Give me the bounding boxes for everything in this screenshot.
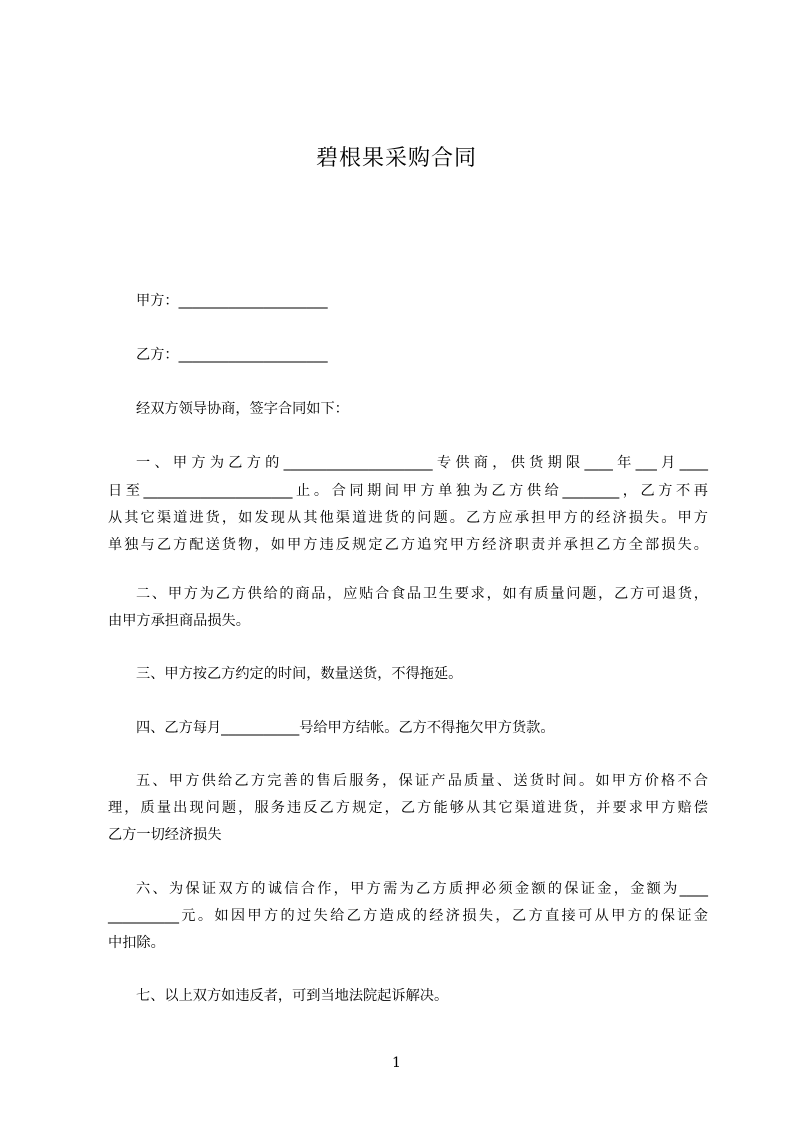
clause-4: 四、乙方每月___________号给甲方结帐。乙方不得拖欠甲方货款。 xyxy=(136,720,555,736)
clause-7: 七、以上双方如违反者，可到当地法院起诉解决。 xyxy=(136,988,449,1004)
page-title: 碧根果采购合同 xyxy=(315,146,477,171)
clause-2-line: 由甲方承担商品损失。 xyxy=(108,613,250,629)
party-b-line: 乙方：_____________________ xyxy=(136,347,328,363)
clause-6-line: __________元。如因甲方的过失给乙方造成的经济损失，乙方直接可从甲方的保证金 xyxy=(108,908,708,924)
party-a-line: 甲方：_____________________ xyxy=(136,293,328,309)
clause-1-line: 一、甲方为乙方的_____________________专供商，供货期限____年___月____ xyxy=(136,455,708,471)
clause-2-line: 二、甲方为乙方供给的商品，应贴合食品卫生要求，如有质量问题，乙方可退货， xyxy=(136,586,708,602)
clause-5-line: 理，质量出现问题，服务违反乙方规定，乙方能够从其它渠道进货，并要求甲方赔偿 xyxy=(108,800,708,816)
clause-1-line: 日至_____________________止。合同期间甲方单独为乙方供给________，乙方不再 xyxy=(108,483,708,499)
clause-3: 三、甲方按乙方约定的时间，数量送货，不得拖延。 xyxy=(136,666,463,682)
clause-1-line: 从其它渠道进货，如发现从其他渠道进货的问题。乙方应承担甲方的经济损失。甲方 xyxy=(108,510,708,526)
intro-paragraph: 经双方领导协商，签字合同如下： xyxy=(136,401,349,417)
clause-6-line: 六、为保证双方的诚信合作，甲方需为乙方质押必须金额的保证金，金额为____ xyxy=(136,881,708,897)
clause-1-line: 单独与乙方配送货物，如甲方违反规定乙方追究甲方经济职责并承担乙方全部损失。 xyxy=(108,537,708,553)
clause-6-line: 中扣除。 xyxy=(108,935,165,951)
clause-5-line: 五、甲方供给乙方完善的售后服务，保证产品质量、送货时间。如甲方价格不合 xyxy=(136,773,708,789)
clause-5-line: 乙方一切经济损失 xyxy=(108,827,222,843)
page-number: 1 xyxy=(392,1055,401,1071)
